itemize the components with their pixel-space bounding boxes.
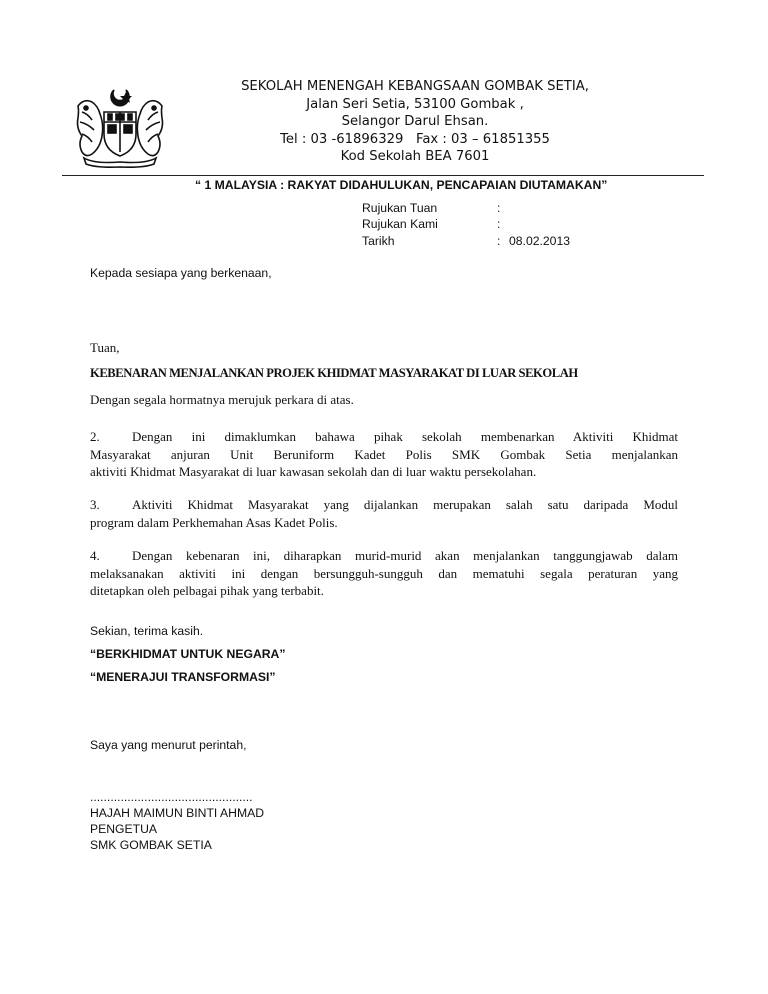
paragraph-line bbox=[90, 547, 678, 565]
closing: Sekian, terima kasih. bbox=[90, 624, 204, 638]
subject-heading: KEBENARAN MENJALANKAN PROJEK KHIDMAT MASYARAKAT DI LUAR SEKOLAH bbox=[90, 366, 578, 380]
paragraph-3 bbox=[90, 496, 678, 531]
reference-value: 08.02.2013 bbox=[509, 233, 570, 248]
reference-colon: : bbox=[497, 217, 501, 232]
paragraph-line: aktiviti Khidmat Masyarakat di luar kawasan sekolah dan di luar waktu persekolahan. bbox=[90, 464, 537, 479]
reference-label: Rujukan Kami bbox=[362, 217, 438, 232]
address-line-1: Jalan Seri Setia, 53100 Gombak , bbox=[306, 96, 524, 112]
paragraph-text: Dengan ini dimaklumkan bahawa pihak sekolah membenarkan Aktiviti Khidmat bbox=[132, 429, 678, 444]
paragraph-text: Dengan kebenaran ini, diharapkan murid-murid akan menjalankan tanggungjawab dalam bbox=[132, 548, 678, 563]
paragraph-line bbox=[90, 496, 678, 514]
paragraph-line: melaksanakan aktiviti ini dengan bersungguh-sungguh dan mematuhi segala peraturan yang bbox=[90, 565, 678, 581]
paragraph-number: 2. bbox=[90, 429, 100, 444]
paragraph-text: Aktiviti Khidmat Masyarakat yang dijalankan merupakan salah satu daripada Modul bbox=[132, 497, 678, 512]
motto: “ 1 MALAYSIA : RAKYAT DIDAHULUKAN, PENCAPAIAN DIUTAMAKAN” bbox=[195, 178, 608, 192]
reference-label: Tarikh bbox=[362, 233, 395, 248]
signatory-name: HAJAH MAIMUN BINTI AHMAD bbox=[90, 806, 265, 820]
recipient: Kepada sesiapa yang berkenaan, bbox=[90, 266, 272, 280]
slogan-transformasi: “MENERAJUI TRANSFORMASI” bbox=[90, 670, 276, 684]
signoff: Saya yang menurut perintah, bbox=[90, 738, 247, 752]
header-divider bbox=[62, 175, 704, 176]
salutation: Tuan, bbox=[90, 340, 120, 355]
school-code: Kod Sekolah BEA 7601 bbox=[340, 149, 490, 164]
signatory-school: SMK GOMBAK SETIA bbox=[90, 838, 212, 852]
school-name: SEKOLAH MENENGAH KEBANGSAAN GOMBAK SETIA, bbox=[241, 79, 589, 94]
paragraph-line: ditetapkan oleh pelbagai pihak yang terbabit. bbox=[90, 583, 324, 598]
signature-line: ................................................ bbox=[90, 790, 253, 804]
paragraph-line bbox=[90, 428, 678, 446]
paragraph-number: 3. bbox=[90, 497, 100, 512]
letterhead bbox=[190, 78, 640, 166]
coat-of-arms-icon bbox=[70, 86, 170, 168]
paragraph-2 bbox=[90, 428, 678, 481]
paragraph-line: Masyarakat anjuran Unit Beruniform Kadet Polis SMK Gombak Setia menjalankan bbox=[90, 446, 678, 462]
signatory-title: PENGETUA bbox=[90, 822, 158, 836]
opening-line: Dengan segala hormatnya merujuk perkara di atas. bbox=[90, 392, 354, 407]
reference-label: Rujukan Tuan bbox=[362, 201, 438, 215]
paragraph-4 bbox=[90, 547, 678, 600]
address-line-2: Selangor Darul Ehsan. bbox=[341, 114, 489, 129]
contact-line: Tel : 03 -61896329 Fax : 03 – 61851355 bbox=[280, 131, 550, 147]
reference-colon: : bbox=[497, 233, 501, 248]
paragraph-number: 4. bbox=[90, 548, 100, 563]
slogan-berkhidmat: “BERKHIDMAT UNTUK NEGARA” bbox=[90, 647, 286, 661]
reference-colon: : bbox=[497, 201, 501, 215]
paragraph-line: program dalam Perkhemahan Asas Kadet Polis. bbox=[90, 514, 338, 530]
